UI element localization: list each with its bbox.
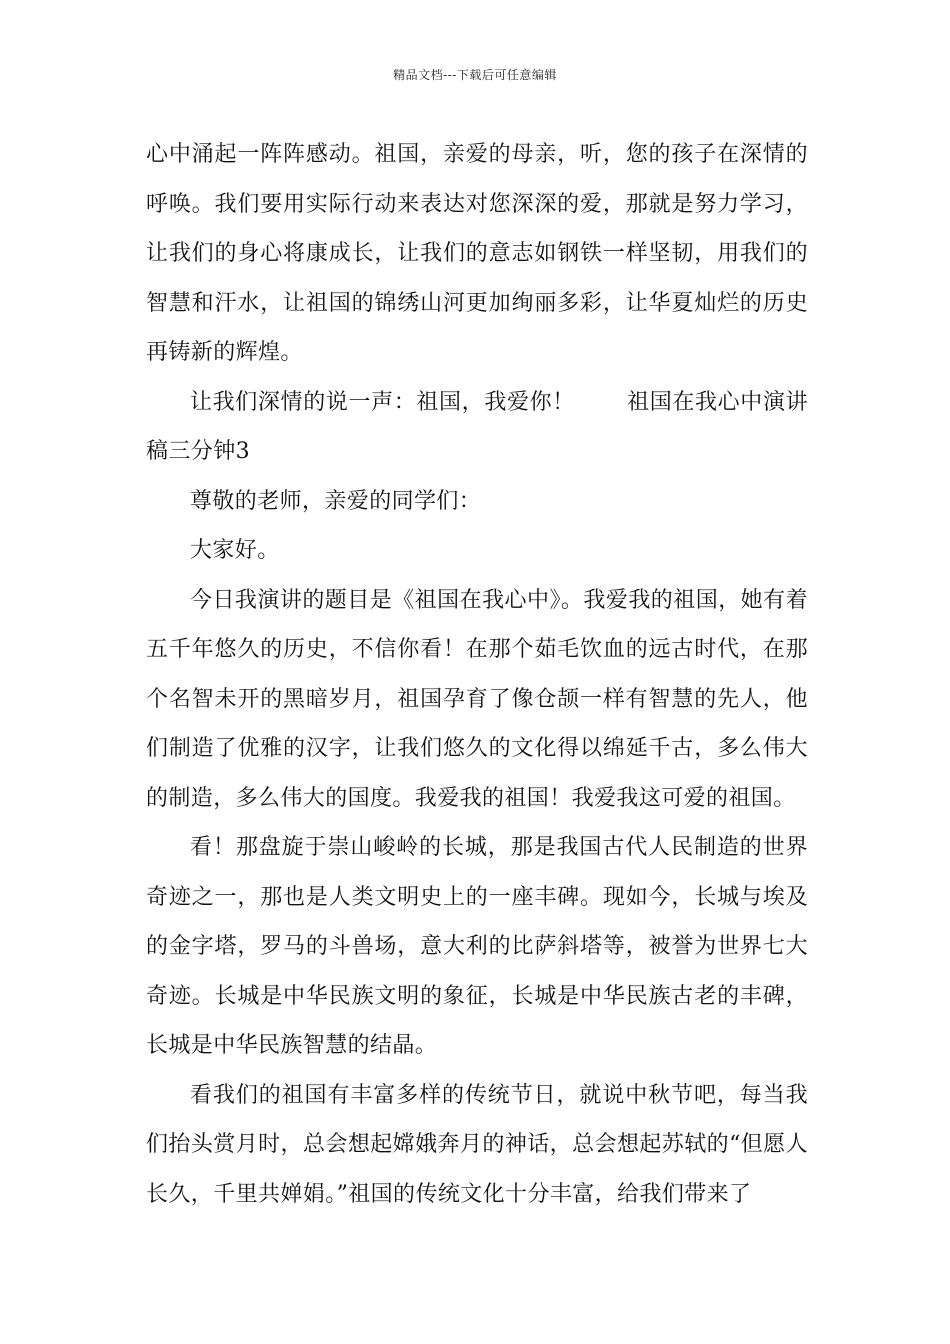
page-header: 精品文档---下载后可任意编辑: [393, 68, 557, 82]
closing-exclamation: 让我们深情的说一声：祖国，我爱你！: [190, 389, 575, 415]
paragraph-history: 今日我演讲的题目是《祖国在我心中》。我爱我的祖国，她有着五千年悠久的历史，不信你看！在那个茹毛饮血的远古时代，在那个名智未开的黑暗岁月，祖国孕育了像仓颉一样有智慧的先人，他们制造了优雅的汉字，让我们悠久的文化得以绵延千古，多么伟大的制造，多么伟大的国度。我爱我的祖国！我爱我这可爱的祖国。: [146, 587, 808, 811]
document-body: [146, 130, 808, 1219]
paragraph-great-wall: 看！那盘旋于崇山峻岭的长城，那是我国古代人民制造的世界奇迹之一，那也是人类文明史上的一座丰碑。现如今，长城与埃及的金字塔，罗马的斗兽场，意大利的比萨斜塔等，被誉为世界七大奇迹。长城是中华民族文明的象征，长城是中华民族古老的丰碑，长城是中华民族智慧的结晶。: [146, 835, 808, 1058]
paragraph-closing-line: [146, 378, 808, 477]
paragraph-greeting: 大家好。: [190, 538, 280, 563]
section-heading: 祖国在我心中演讲稿三分钟3: [146, 389, 808, 464]
paragraph-salutation: 尊敬的老师，亲爱的同学们：: [190, 488, 482, 514]
paragraph-festivals: 看我们的祖国有丰富多样的传统节日，就说中秋节吧，每当我们抬头赏月时，总会想起嫦娥奔月的神话，总会想起苏轼的“但愿人长久，千里共婵娟。”祖国的传统文化十分丰富，给我们带来了: [146, 1082, 808, 1207]
paragraph-continuation: 心中涌起一阵阵感动。祖国，亲爱的母亲，听，您的孩子在深情的呼唤。我们要用实际行动来表达对您深深的爱，那就是努力学习，让我们的身心将康成长，让我们的意志如钢铁一样坚韧，用我们的智慧和汗水，让祖国的锦绣山河更加绚丽多彩，让华夏灿烂的历史再铸新的辉煌。: [146, 142, 808, 365]
